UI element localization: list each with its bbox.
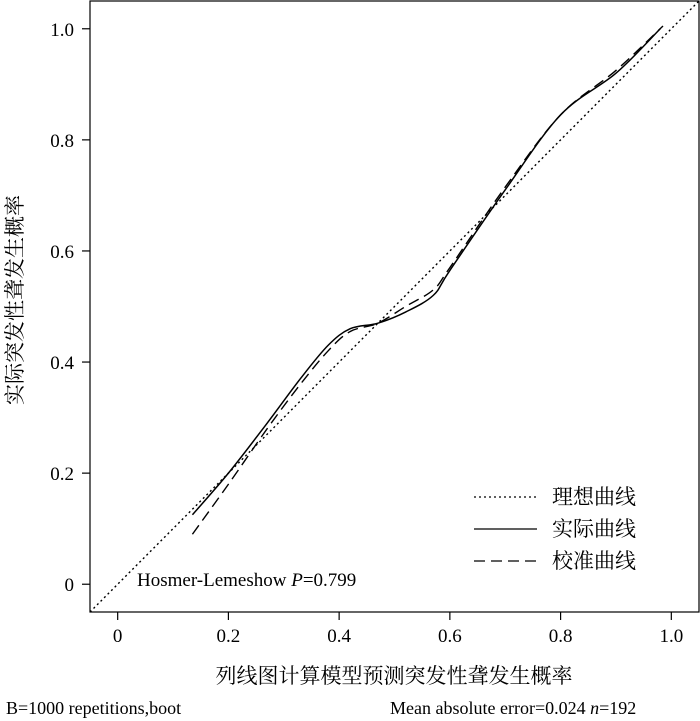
hosmer-lemeshow-value: =0.799 — [302, 570, 357, 591]
hosmer-lemeshow-annotation — [137, 570, 356, 591]
hosmer-lemeshow-text: Hosmer-Lemeshow — [137, 570, 292, 591]
footnote-n-value: =192 — [599, 698, 637, 718]
y-tick-label: 0.6 — [50, 241, 74, 263]
y-tick-label: 0.2 — [50, 464, 74, 486]
x-tick-label: 0.8 — [548, 626, 573, 647]
x-tick-label: 0.6 — [437, 626, 462, 647]
series-line-calibrated — [192, 26, 663, 534]
x-tick-label: 0 — [112, 626, 123, 647]
footnote-error — [390, 698, 636, 718]
y-tick-label: 0.4 — [50, 353, 74, 375]
legend — [474, 485, 636, 573]
x-tick-label: 1.0 — [659, 626, 684, 647]
legend-label-ideal: 理想曲线 — [552, 485, 636, 509]
y-tick-label: 0 — [64, 575, 74, 597]
legend-label-actual: 实际曲线 — [552, 517, 636, 541]
legend-label-calibrated: 校准曲线 — [552, 549, 636, 573]
x-axis-label: 列线图计算模型预测突发性聋发生概率 — [215, 664, 573, 688]
series-line-actual — [192, 29, 660, 515]
x-tick-label: 0.2 — [216, 626, 241, 647]
footnote-repetitions: B=1000 repetitions,boot — [6, 698, 182, 718]
x-tick-label: 0.4 — [327, 626, 352, 647]
y-tick-label: 1.0 — [50, 19, 74, 41]
footnote-error-text: Mean absolute error=0.024 — [390, 698, 591, 718]
y-tick-label: 0.8 — [50, 130, 74, 152]
footnote-n: n — [590, 698, 600, 718]
hosmer-lemeshow-p: P — [291, 570, 303, 591]
y-axis-label: 实际突发性聋发生概率 — [3, 195, 27, 405]
